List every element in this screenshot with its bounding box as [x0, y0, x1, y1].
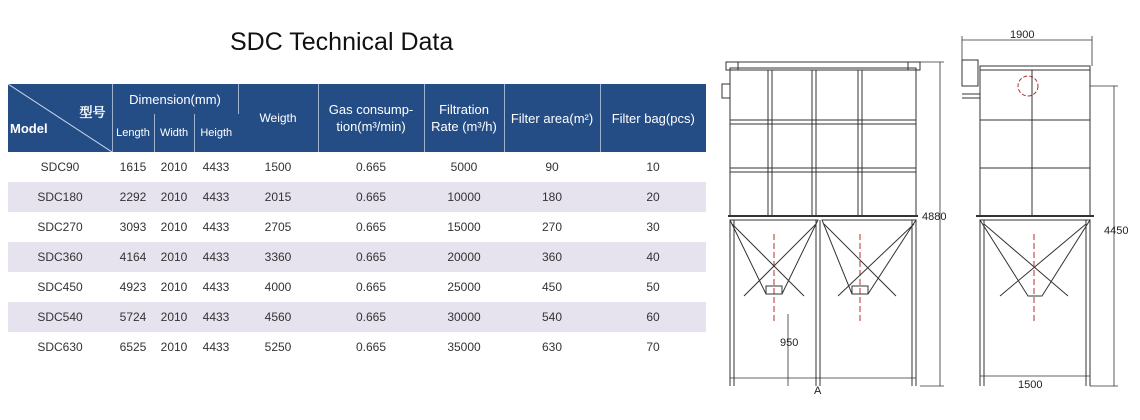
cell-model: SDC90	[8, 152, 112, 182]
dim-bottom-label: 1500	[1018, 379, 1043, 391]
cell-area: 540	[504, 302, 600, 332]
corner-label-cn: 型号	[79, 105, 106, 120]
cell-area: 360	[504, 242, 600, 272]
table-row	[8, 212, 706, 242]
cell-height: 4433	[194, 272, 238, 302]
gas-consumption-header	[318, 84, 424, 152]
cell-model: SDC360	[8, 242, 112, 272]
corner-label-model: Model	[10, 121, 48, 136]
cell-rate: 15000	[424, 212, 504, 242]
model-corner-header	[8, 84, 112, 152]
dim-leg-label: 950	[780, 337, 799, 349]
cell-area: 270	[504, 212, 600, 242]
front-body	[730, 68, 916, 216]
table-row	[8, 152, 706, 182]
header-row	[8, 84, 706, 114]
cell-weight: 2705	[238, 212, 318, 242]
cell-height: 4433	[194, 302, 238, 332]
cell-area: 630	[504, 332, 600, 362]
cell-rate: 25000	[424, 272, 504, 302]
cell-area: 180	[504, 182, 600, 212]
cell-weight: 4000	[238, 272, 318, 302]
cell-rate: 30000	[424, 302, 504, 332]
cell-model: SDC180	[8, 182, 112, 212]
cell-weight: 2015	[238, 182, 318, 212]
cell-length: 5724	[112, 302, 154, 332]
dim-height-front-label: 4880	[922, 211, 947, 223]
cell-bags: 20	[600, 182, 706, 212]
cell-length: 4164	[112, 242, 154, 272]
cell-gas: 0.665	[318, 182, 424, 212]
cell-bags: 70	[600, 332, 706, 362]
table-row	[8, 182, 706, 212]
table-row	[8, 242, 706, 272]
dim-a-label: A	[814, 385, 822, 397]
dust-collector-drawing	[718, 24, 1134, 404]
page-title: SDC Technical Data	[230, 28, 454, 56]
table-row	[8, 332, 706, 362]
cell-bags: 60	[600, 302, 706, 332]
cell-length: 4923	[112, 272, 154, 302]
side-dimensions	[962, 36, 1118, 386]
cell-width: 2010	[154, 302, 194, 332]
cell-bags: 40	[600, 242, 706, 272]
front-hoppers	[730, 220, 916, 324]
cell-model: SDC630	[8, 332, 112, 362]
cell-weight: 1500	[238, 152, 318, 182]
cell-gas: 0.665	[318, 152, 424, 182]
side-body	[980, 70, 1090, 216]
cell-width: 2010	[154, 212, 194, 242]
cell-gas: 0.665	[318, 242, 424, 272]
cell-rate: 10000	[424, 182, 504, 212]
filter-bag-header: Filter bag(pcs)	[600, 84, 706, 152]
cell-width: 2010	[154, 272, 194, 302]
cell-gas: 0.665	[318, 272, 424, 302]
filtration-header-line1: Filtration	[439, 102, 489, 117]
cell-rate: 5000	[424, 152, 504, 182]
length-header: Length	[112, 114, 154, 152]
cell-weight: 5250	[238, 332, 318, 362]
cell-height: 4433	[194, 212, 238, 242]
table-row	[8, 302, 706, 332]
cell-model: SDC540	[8, 302, 112, 332]
filtration-rate-header	[424, 84, 504, 152]
dim-height-side-label: 4450	[1104, 225, 1129, 237]
filter-area-header: Filter area(m²)	[504, 84, 600, 152]
cell-length: 1615	[112, 152, 154, 182]
cell-height: 4433	[194, 152, 238, 182]
cell-bags: 50	[600, 272, 706, 302]
cell-area: 90	[504, 152, 600, 182]
dim-top-label: 1900	[1010, 29, 1035, 41]
technical-data-table	[8, 84, 706, 362]
front-top-cap	[726, 62, 920, 70]
cell-width: 2010	[154, 152, 194, 182]
cell-gas: 0.665	[318, 332, 424, 362]
front-legs	[730, 220, 916, 386]
cell-length: 6525	[112, 332, 154, 362]
height-header: Heigth	[194, 114, 238, 152]
front-view	[722, 62, 947, 386]
cell-length: 2292	[112, 182, 154, 212]
cell-model: SDC450	[8, 272, 112, 302]
cell-height: 4433	[194, 332, 238, 362]
cell-rate: 35000	[424, 332, 504, 362]
dimension-group-header: Dimension(mm)	[112, 84, 238, 114]
cell-width: 2010	[154, 182, 194, 212]
cell-gas: 0.665	[318, 212, 424, 242]
cell-bags: 30	[600, 212, 706, 242]
cell-bags: 10	[600, 152, 706, 182]
front-panels	[730, 70, 916, 216]
cell-weight: 4560	[238, 302, 318, 332]
cell-area: 450	[504, 272, 600, 302]
cell-height: 4433	[194, 182, 238, 212]
cell-width: 2010	[154, 332, 194, 362]
cell-gas: 0.665	[318, 302, 424, 332]
cell-width: 2010	[154, 242, 194, 272]
gas-header-line2: tion(m³/min)	[336, 119, 406, 134]
weight-header: Weigth	[238, 84, 318, 152]
table-row	[8, 272, 706, 302]
filtration-header-line2: Rate (m³/h)	[431, 119, 497, 134]
width-header: Width	[154, 114, 194, 152]
gas-header-line1: Gas consump-	[328, 102, 414, 117]
cell-length: 3093	[112, 212, 154, 242]
cell-rate: 20000	[424, 242, 504, 272]
cell-weight: 3360	[238, 242, 318, 272]
cell-model: SDC270	[8, 212, 112, 242]
side-view	[962, 36, 1118, 386]
cell-height: 4433	[194, 242, 238, 272]
